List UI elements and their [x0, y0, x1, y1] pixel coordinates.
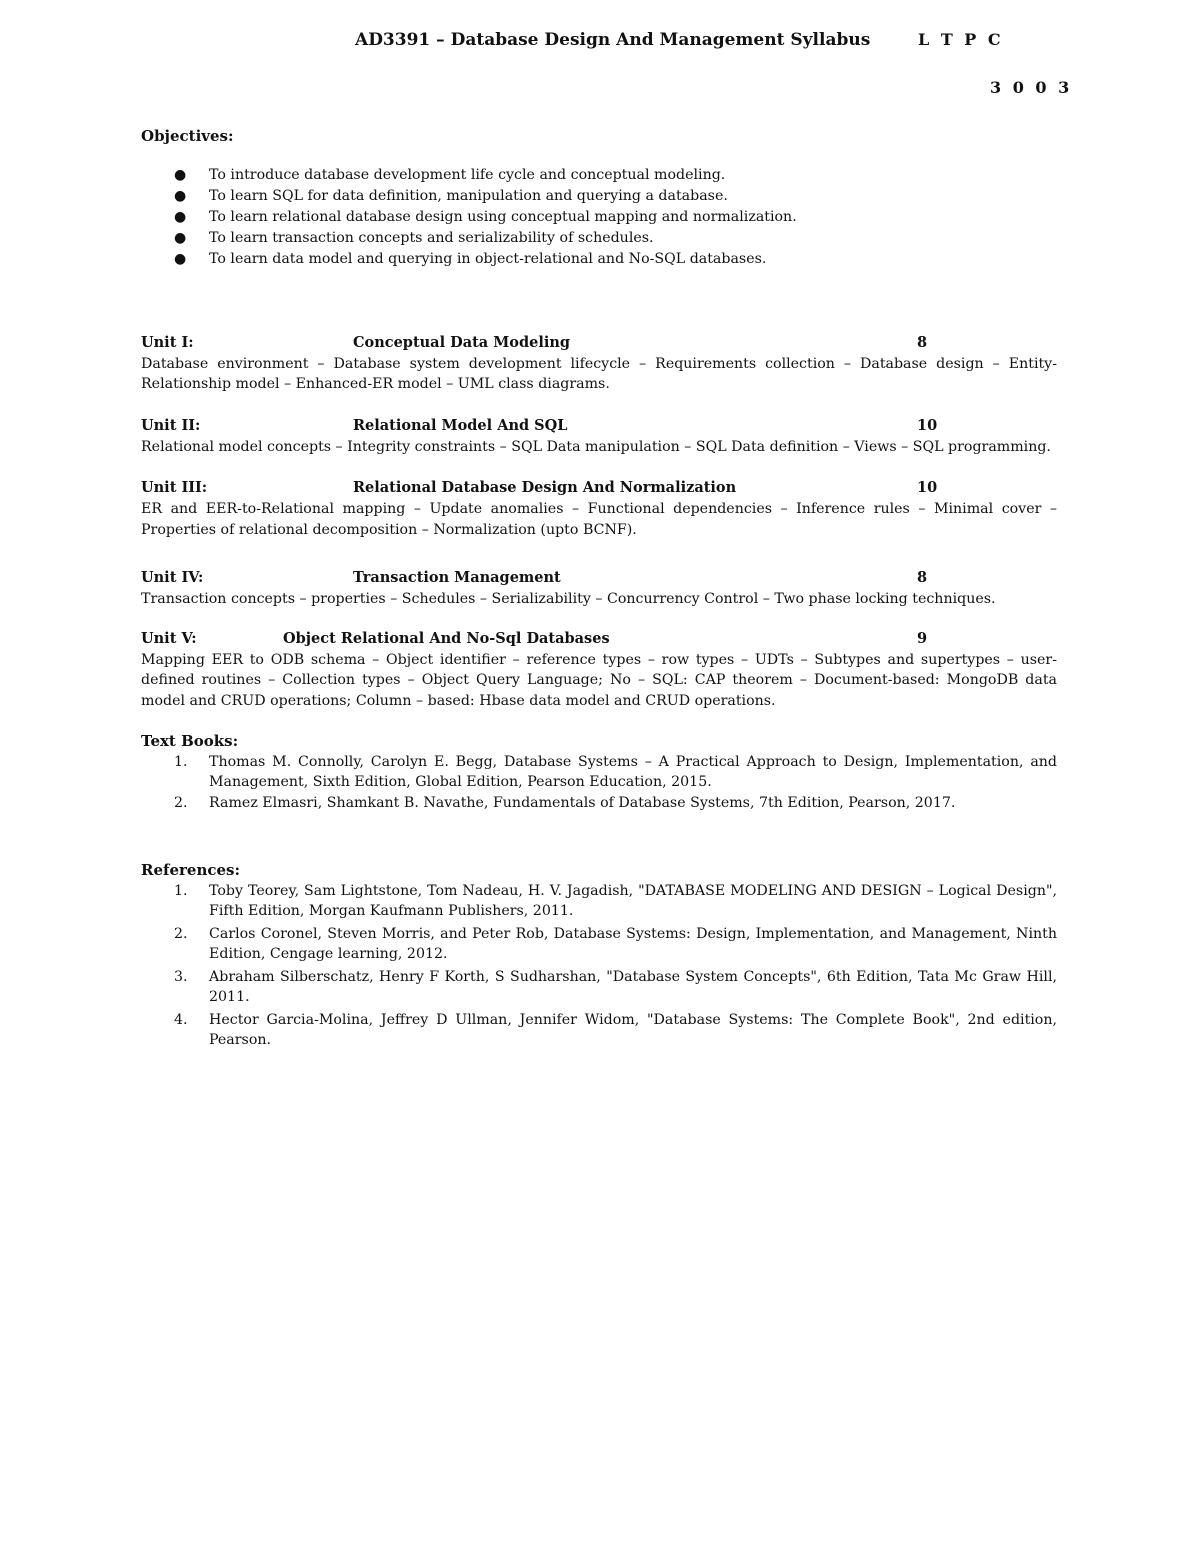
unit-hours: 9	[917, 629, 928, 647]
references-section	[141, 860, 1057, 1051]
unit-title: Relational Database Design And Normalization	[353, 479, 737, 496]
unit-title: Relational Model And SQL	[353, 416, 568, 434]
unit-content: Transaction concepts – properties – Schedules – Serializability – Concurrency Control – Two phase locking techniques.	[141, 591, 996, 607]
item-text: Abraham Silberschatz, Henry F Korth, S Sudharshan, "Database System Concepts", 6th Edition, Tata Mc Graw Hill, 2011.	[209, 968, 1057, 1005]
unit-1	[141, 333, 1057, 395]
unit-header	[141, 568, 1057, 589]
unit-label: Unit IV:	[141, 569, 204, 586]
unit-label: Unit V:	[141, 629, 197, 647]
objective-item	[141, 165, 1057, 186]
objective-text: To learn data model and querying in object-relational and No-SQL databases.	[209, 250, 767, 267]
unit-label: Unit I:	[141, 333, 194, 351]
unit-content: Database environment – Database system development lifecycle – Requirements collection – Database design – Entity-Relationship model – Enhanced-ER model – UML class diagrams.	[141, 355, 1057, 392]
objective-item	[141, 249, 1057, 270]
item-text: Toby Teorey, Sam Lightstone, Tom Nadeau, H. V. Jagadish, "DATABASE MODELING AND DESIGN – Logical Design", Fifth Edition, Morgan Kaufmann Publishers, 2011.	[209, 882, 1057, 919]
item-number: 4.	[174, 1011, 188, 1028]
unit-header	[141, 333, 1057, 354]
bullet-icon: ●	[174, 187, 187, 204]
list-item	[141, 1010, 1057, 1051]
references-heading: References:	[141, 861, 241, 879]
item-text: Ramez Elmasri, Shamkant B. Navathe, Fundamentals of Database Systems, 7th Edition, Pearson, 2017.	[209, 794, 956, 811]
objective-text: To learn SQL for data definition, manipulation and querying a database.	[209, 187, 728, 204]
list-item	[141, 793, 1057, 814]
ltpc-label: L T P C	[918, 30, 1004, 49]
list-item	[141, 924, 1057, 965]
item-text: Thomas M. Connolly, Carolyn E. Begg, Database Systems – A Practical Approach to Design, Implementation, and Management, Sixth Edition, Global Edition, Pearson Education, 2015.	[209, 753, 1057, 790]
unit-title: Transaction Management	[353, 569, 561, 586]
unit-3	[141, 478, 1057, 540]
objective-item	[141, 228, 1057, 249]
page-title: AD3391 – Database Design And Management Syllabus	[355, 30, 871, 50]
unit-label: Unit II:	[141, 416, 201, 434]
objectives-heading: Objectives:	[141, 127, 234, 145]
objectives-list	[141, 165, 1057, 270]
unit-label: Unit III:	[141, 479, 208, 496]
unit-2	[141, 416, 1057, 458]
references-list	[141, 881, 1057, 1051]
item-number: 1.	[174, 882, 188, 899]
unit-header	[141, 629, 1057, 650]
unit-content: ER and EER-to-Relational mapping – Update anomalies – Functional dependencies – Inference rules – Minimal cover – Properties of relational decomposition – Normalization (upto BCNF).	[141, 501, 1057, 538]
unit-title: Conceptual Data Modeling	[353, 333, 571, 351]
objective-item	[141, 186, 1057, 207]
list-item	[141, 967, 1057, 1008]
objective-text: To introduce database development life cycle and conceptual modeling.	[209, 166, 726, 183]
unit-header	[141, 478, 1057, 499]
unit-hours: 10	[917, 416, 938, 434]
document-body	[141, 126, 1057, 1051]
unit-hours: 8	[917, 569, 928, 586]
bullet-icon: ●	[174, 166, 187, 183]
unit-4	[141, 568, 1057, 610]
text-books-heading: Text Books:	[141, 732, 239, 750]
item-text: Hector Garcia-Molina, Jeffrey D Ullman, Jennifer Widom, "Database Systems: The Complete Book", 2nd edition, Pearson.	[209, 1011, 1057, 1048]
objectives-section	[141, 126, 1057, 270]
list-item	[141, 752, 1057, 793]
unit-5	[141, 629, 1057, 712]
list-item	[141, 881, 1057, 922]
objective-text: To learn relational database design using conceptual mapping and normalization.	[209, 208, 797, 225]
ltpc-values: 3 0 0 3	[990, 78, 1073, 97]
item-number: 2.	[174, 925, 188, 942]
text-books-list	[141, 752, 1057, 814]
unit-hours: 8	[917, 333, 928, 351]
unit-content: Relational model concepts – Integrity constraints – SQL Data manipulation – SQL Data definition – Views – SQL programming.	[141, 438, 1051, 455]
bullet-icon: ●	[174, 208, 187, 225]
unit-title: Object Relational And No-Sql Databases	[283, 629, 610, 647]
text-books-section	[141, 731, 1057, 813]
item-text: Carlos Coronel, Steven Morris, and Peter Rob, Database Systems: Design, Implementation, and Management, Ninth Edition, Cengage learning, 2012.	[209, 925, 1057, 962]
unit-content: Mapping EER to ODB schema – Object identifier – reference types – row types – UDTs – Subtypes and supertypes – user-defined routines – Collection types – Object Query Language; No – SQL: CAP theorem – Document-based: MongoDB data model and CRUD operations; Column – based: Hbase data model and CRUD operations.	[141, 651, 1057, 709]
bullet-icon: ●	[174, 250, 187, 267]
item-number: 3.	[174, 968, 188, 985]
bullet-icon: ●	[174, 229, 187, 246]
objective-item	[141, 207, 1057, 228]
unit-header	[141, 416, 1057, 437]
item-number: 1.	[174, 753, 188, 770]
unit-hours: 10	[917, 479, 938, 496]
objective-text: To learn transaction concepts and serializability of schedules.	[209, 229, 654, 246]
item-number: 2.	[174, 794, 188, 811]
